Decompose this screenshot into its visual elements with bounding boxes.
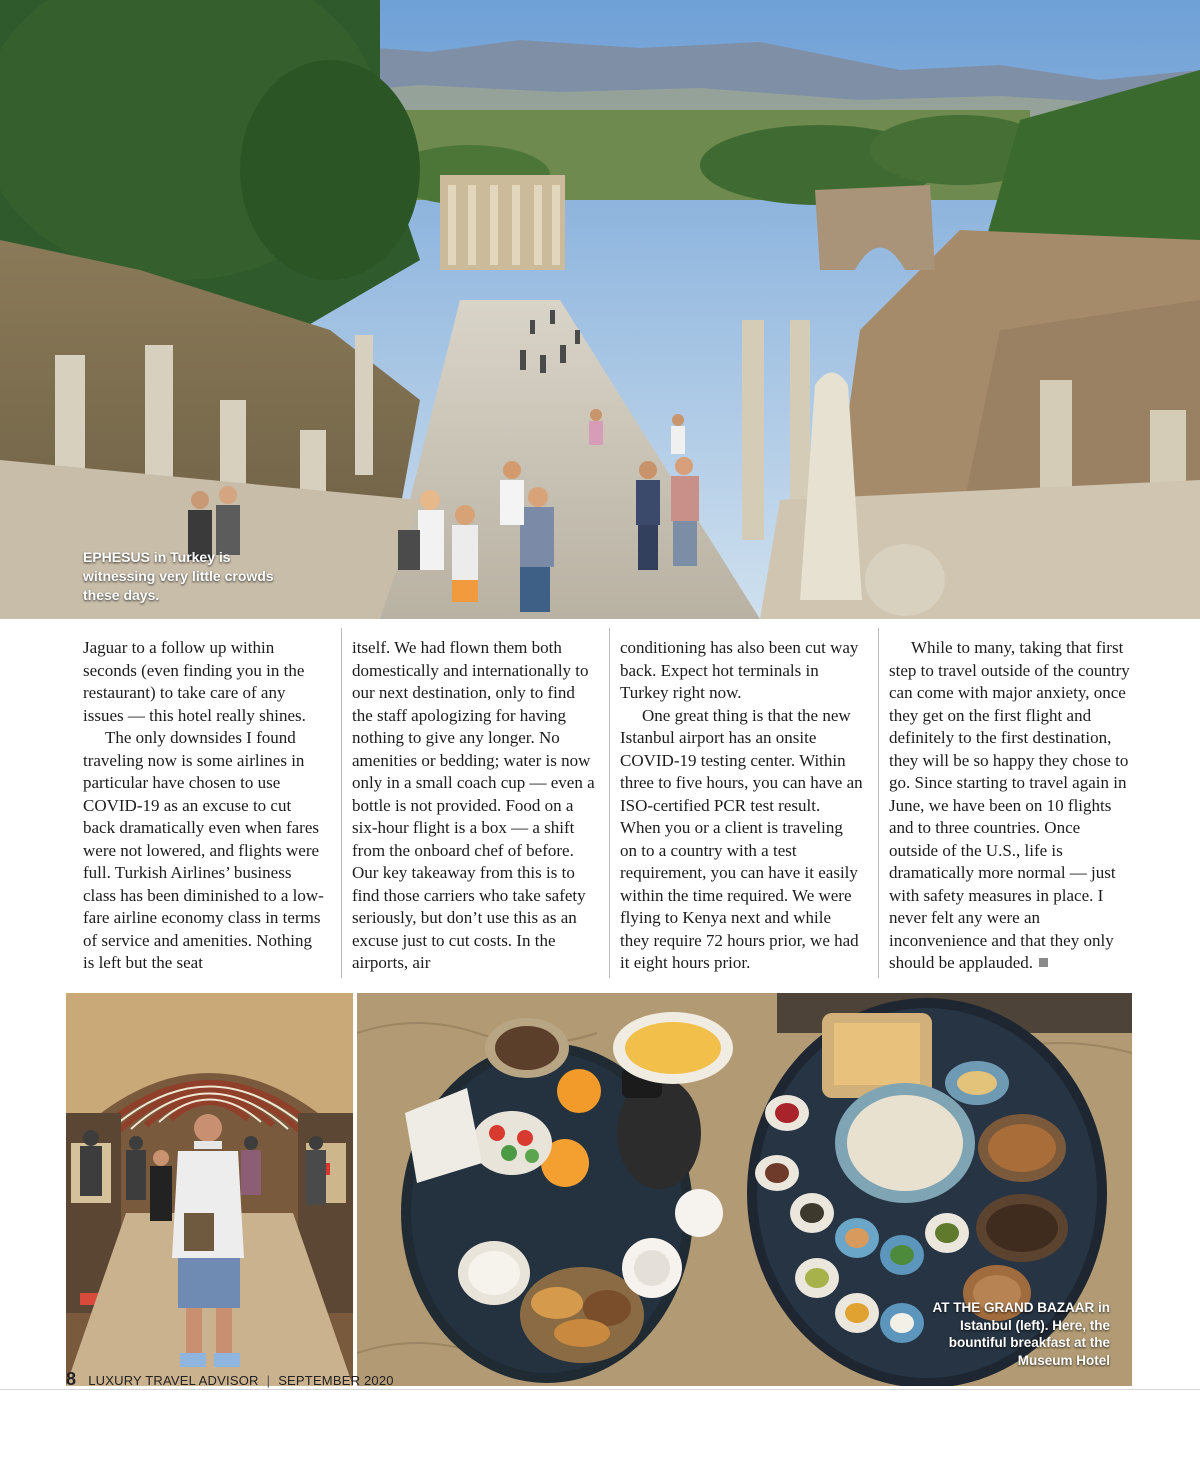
hero-caption-line: witnessing very little crowds [83,568,274,584]
article-paragraph: The only downsides I found traveling now is some airlines in particular have chosen to use COVID-19 as an excuse to cut back dramatically even when fares were not lowered, and flights were full. Turkish Airlines’ business class has been diminished to a low-fare airline economy class in terms of service and amenities. Nothing is left but the seat [83,728,324,972]
article-column-1 [83,637,327,975]
end-of-article-mark [1039,958,1048,967]
hero-caption-line: EPHESUS in Turkey is [83,549,231,565]
breakfast-caption-line: Istanbul (left). Here, the [959,1317,1110,1333]
article-column-2 [352,637,596,975]
article-column-3 [620,637,864,975]
page-footer [66,1369,394,1393]
article-paragraph: Jaguar to a follow up within seconds (even finding you in the restaurant) to take care of any issues — this hotel really shines. [83,638,306,725]
article-paragraph: itself. We had flown them both domestically and internationally to our next destination, only to find the staff apologizing for having nothing to give any longer. No amenities or bedding; water is now only in a small coach cup — even a bottle is not provided. Food on a six-hour flight is a box — a shift from the onboard chef of before. Our key takeaway from this is to find those carriers who take safety seriously, but don’t use this as an excuse just to cut costs. In the airports, air [352,638,595,972]
breakfast-caption-line: Museum Hotel [1017,1352,1110,1368]
hero-photo-ephesus [0,0,1200,619]
issue-date: SEPTEMBER 2020 [278,1373,394,1388]
hero-caption [83,548,323,605]
hero-caption-line: these days. [83,587,160,603]
page-number: 8 [66,1369,77,1389]
column-divider [878,628,879,978]
article-paragraph: conditioning has also been cut way back. Expect hot terminals in Turkey right now. [620,638,859,702]
breakfast-caption-line: AT THE GRAND BAZAAR in [932,1300,1110,1315]
footer-separator: | [266,1373,271,1388]
article-paragraph-text: While to many, taking that first step to travel outside of the country can come with major anxiety, once they get on the first flight and definitely to the first destination, they will be so happy they chose to go. Since starting to travel again in June, we have been on 10 flights and to three countries. Once outside of the U.S., life is dramatically more normal — just with safety measures in place. I never felt any were an inconvenience and that they only should be applauded. [889,638,1130,972]
article-paragraph [889,637,1133,975]
column-divider [609,628,610,978]
breakfast-caption [880,1299,1110,1369]
publication-name: LUXURY TRAVEL ADVISOR [88,1373,259,1388]
grand-bazaar-illustration [66,993,353,1386]
column-divider [341,628,342,978]
photo-breakfast [357,993,1132,1386]
article-column-4 [889,637,1133,975]
article-paragraph: One great thing is that the new Istanbul airport has an onsite COVID-19 testing center. Within three to five hours, you can have an ISO-certified PCR test result. When you or a client is traveling on to a country with a test requirement, you can have it easily within the time required. We were flying to Kenya next and while they require 72 hours prior, we had it eight hours prior. [620,705,863,972]
breakfast-caption-line: bountiful breakfast at the [948,1335,1110,1350]
ephesus-illustration [0,0,1200,619]
photo-grand-bazaar [66,993,353,1386]
